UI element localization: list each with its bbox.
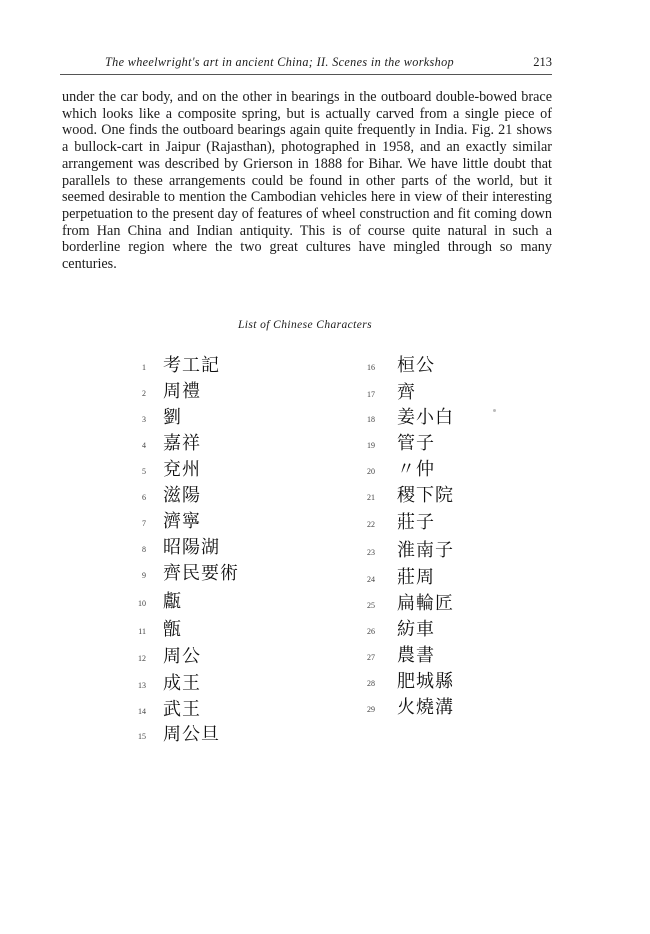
entry-characters: 濟寧: [163, 511, 201, 532]
entry-characters: 武王: [163, 699, 201, 720]
entry-characters: 扁輪匠: [397, 593, 454, 614]
entry-characters: 周公旦: [163, 724, 220, 745]
entry-number: 7: [142, 519, 146, 528]
entry-number: 18: [367, 415, 375, 424]
entry-number: 20: [367, 467, 375, 476]
entry-number: 27: [367, 653, 375, 662]
entry-number: 17: [367, 390, 375, 399]
entry-characters: 昭陽湖: [163, 537, 220, 558]
entry-number: 8: [142, 545, 146, 554]
entry-characters: 周禮: [163, 381, 201, 402]
entry-characters: 莊子: [397, 512, 435, 533]
body-paragraph: under the car body, and on the other in bearings in the outboard double-bowed brace which looks like a composite spring, but is actually carved from a single piece of wood. One finds the outboard bearings again quite frequently in India. Fig. 21 shows a bullock-cart in Jaipur (Rajasthan), photographed in 1958, and an exactly similar arrangement was described by Grierson in 1888 for Bihar. We have little doubt that parallels to these arrangements could be found in other parts of the world, but it seemed desirable to mention the Cambodian vehicles here in view of their interesting perpetuation to the present day of features of wheel construction and fit coming down from Han China and Indian antiquity. This is of course quite natural in such a borderline region where the two great cultures have mingled through so many centuries.: [62, 89, 552, 273]
entry-characters: 兗州: [163, 459, 201, 480]
entry-number: 28: [367, 679, 375, 688]
entry-number: 12: [138, 654, 146, 663]
header-rule: [60, 74, 552, 75]
entry-characters: 淮南子: [397, 540, 454, 561]
entry-characters: 周公: [163, 646, 201, 667]
entry-number: 14: [138, 707, 146, 716]
entry-number: 29: [367, 705, 375, 714]
entry-characters: 〃仲: [397, 459, 435, 480]
entry-characters: 劉: [163, 407, 182, 428]
entry-number: 3: [142, 415, 146, 424]
entry-characters: 稷下院: [397, 485, 454, 506]
entry-characters: 姜小白: [397, 407, 454, 428]
entry-number: 1: [142, 363, 146, 372]
print-speck: [493, 409, 496, 412]
entry-characters: 考工記: [163, 355, 220, 376]
entry-characters: 齊: [397, 382, 416, 403]
entry-number: 5: [142, 467, 146, 476]
entry-number: 9: [142, 571, 146, 580]
entry-number: 24: [367, 575, 375, 584]
entry-number: 4: [142, 441, 146, 450]
entry-number: 19: [367, 441, 375, 450]
entry-number: 26: [367, 627, 375, 636]
entry-number: 11: [138, 627, 146, 636]
list-caption: List of Chinese Characters: [237, 319, 373, 331]
page-number: 213: [533, 55, 552, 69]
entry-number: 21: [367, 493, 375, 502]
entry-characters: 嘉祥: [163, 433, 201, 454]
entry-characters: 成王: [163, 673, 201, 694]
entry-number: 22: [367, 520, 375, 529]
entry-number: 10: [138, 599, 146, 608]
running-title: The wheelwright's art in ancient China; II. Scenes in the workshop: [105, 55, 454, 69]
entry-number: 25: [367, 601, 375, 610]
entry-number: 16: [367, 363, 375, 372]
entry-characters: 農書: [397, 645, 435, 666]
entry-characters: 桓公: [397, 355, 435, 376]
entry-characters: 管子: [397, 433, 435, 454]
entry-number: 2: [142, 389, 146, 398]
running-head: [60, 53, 552, 75]
entry-characters: 莊周: [397, 567, 435, 588]
entry-characters: 甑: [163, 619, 182, 640]
entry-number: 6: [142, 493, 146, 502]
entry-number: 15: [138, 732, 146, 741]
entry-characters: 甗: [163, 591, 182, 612]
entry-number: 23: [367, 548, 375, 557]
entry-characters: 齊民要術: [163, 563, 239, 584]
entry-characters: 火燒溝: [397, 697, 454, 718]
entry-number: 13: [138, 681, 146, 690]
entry-characters: 紡車: [397, 619, 435, 640]
entry-characters: 滋陽: [163, 485, 201, 506]
entry-characters: 肥城縣: [397, 671, 454, 692]
